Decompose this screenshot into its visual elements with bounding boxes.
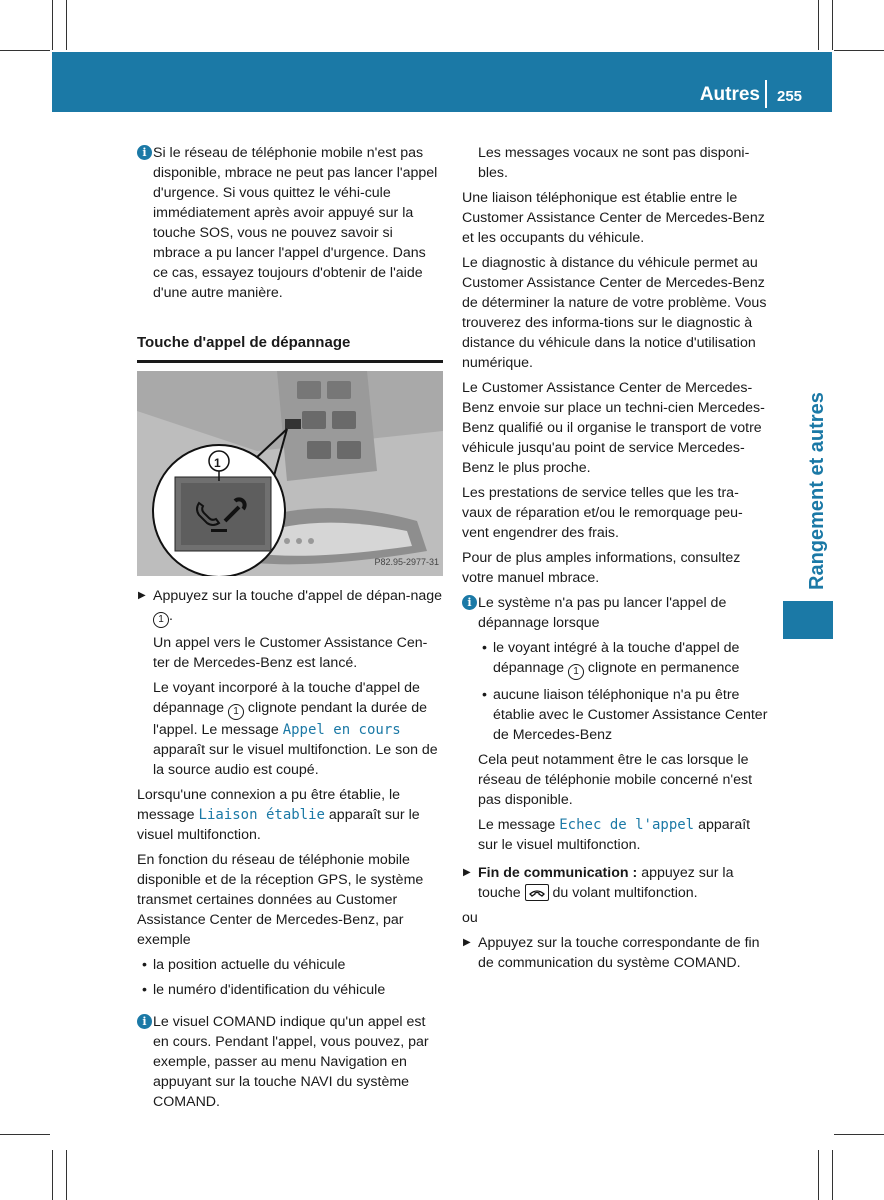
- instruction-step: [137, 586, 443, 628]
- paragraph: Les messages vocaux ne sont pas disponi-bles.: [478, 145, 750, 181]
- crop-mark: [832, 1150, 833, 1200]
- instruction-step: [462, 933, 768, 973]
- paragraph: Le diagnostic à distance du véhicule permet au Customer Assistance Center de Mercedes-Benz de déterminer la nature de votre problème. Vous trouverez des informa-tions sur le diagnostic à distance du véhicule dans la notice d'utilisation numérique.: [462, 255, 767, 371]
- info-icon: i: [462, 595, 477, 610]
- list-item-text: la position actuelle du véhicule: [153, 957, 346, 973]
- text-run: Le message: [478, 817, 556, 833]
- instruction-step: [462, 863, 768, 903]
- crop-mark: [52, 1150, 53, 1200]
- info-note: [462, 593, 768, 633]
- paragraph: Les prestations de service telles que les tra-vaux de réparation et/ou le remorquage peu-vent engendrer des frais.: [462, 485, 743, 541]
- paragraph: [462, 815, 768, 855]
- crop-mark: [0, 1134, 50, 1135]
- figure-code: P82.95-2977-31: [374, 557, 439, 567]
- info-note: [137, 1012, 443, 1112]
- info-icon: i: [137, 145, 152, 160]
- arrow-icon: ▶: [138, 590, 146, 601]
- bullet-icon: •: [142, 957, 147, 973]
- info-icon: i: [137, 1014, 152, 1029]
- crop-mark: [0, 50, 50, 51]
- text-run: apparaît sur le visuel multifonction.: [478, 817, 751, 853]
- callout-marker: 1: [153, 612, 169, 628]
- list-item: [462, 638, 768, 680]
- paragraph: Le Customer Assistance Center de Mercedes-Benz envoie sur place un techni-cien Mercedes-Benz qualifié ou il organise le transport de votre véhicule jusqu'au point de service Mercedes-Benz le plus proche.: [462, 380, 765, 476]
- list-item: [462, 685, 768, 745]
- bullet-icon: •: [482, 687, 487, 703]
- overhead-console-photo: [137, 371, 443, 576]
- text-run: clignote pendant la durée de l'appel. Le message: [153, 700, 427, 738]
- list-item: [137, 955, 443, 975]
- crop-mark: [52, 0, 53, 50]
- text-run: Le voyant incorporé à la touche d'appel de dépannage: [153, 680, 420, 716]
- chapter-tab-label: Rangement et autres: [806, 392, 828, 590]
- bullet-icon: •: [482, 640, 487, 656]
- bullet-icon: •: [142, 982, 147, 998]
- step-text: appuyez sur la touche: [478, 865, 734, 901]
- paragraph: Cela peut notamment être le cas lorsque le réseau de téléphonie mobile concerné n'est pas disponible.: [478, 752, 753, 808]
- display-message: Echec de l'appel: [559, 817, 695, 833]
- arrow-icon: ▶: [463, 937, 471, 948]
- header-divider: [765, 80, 767, 108]
- paragraph: En fonction du réseau de téléphonie mobile disponible et de la réception GPS, le système transmet certaines données au Customer Assistance Center de Mercedes-Benz, par exemple: [137, 852, 424, 948]
- paragraph: [137, 785, 443, 845]
- crop-mark: [834, 50, 884, 51]
- breakdown-button-illustration: [137, 371, 443, 576]
- list-item-text: clignote en permanence: [587, 660, 740, 676]
- section-heading: Touche d'appel de dépannage: [137, 333, 443, 363]
- chapter-tab-marker: [783, 601, 833, 639]
- display-message: Appel en cours: [282, 722, 401, 738]
- crop-mark: [832, 0, 833, 50]
- list-item-text: le numéro d'identification du véhicule: [153, 982, 386, 998]
- callout-marker: 1: [228, 704, 244, 720]
- step-text: Appuyez sur la touche d'appel de dépan-nage: [153, 588, 443, 604]
- text-run: apparaît sur le visuel multifonction. Le son de la source audio est coupé.: [153, 742, 438, 778]
- text-run: apparaît sur le visuel multifonction.: [137, 807, 420, 843]
- hang-up-key-icon: [525, 884, 549, 901]
- callout-marker: 1: [568, 664, 584, 680]
- list-item-text: le voyant intégré à la touche d'appel de dépannage: [493, 640, 740, 676]
- left-column: [137, 143, 443, 1122]
- crop-mark: [818, 1150, 819, 1200]
- paragraph: Un appel vers le Customer Assistance Cen-ter de Mercedes-Benz est lancé.: [153, 635, 428, 671]
- paragraph: ou: [462, 910, 478, 926]
- step-text: du volant multifonction.: [552, 885, 698, 901]
- page-number: 255: [777, 88, 803, 105]
- step-text: Appuyez sur la touche correspondante de fin de communication du système COMAND.: [478, 935, 760, 971]
- crop-mark: [818, 0, 819, 50]
- paragraph: [137, 678, 443, 780]
- list-item-text: aucune liaison téléphonique n'a pu être établie avec le Customer Assistance Center de Mercedes-Benz: [493, 687, 768, 743]
- right-column: [462, 143, 768, 978]
- paragraph: Une liaison téléphonique est établie entre le Customer Assistance Center de Mercedes-Benz et les occupants du véhicule.: [462, 190, 765, 246]
- step-punct: .: [169, 608, 173, 624]
- step-label: Fin de communication :: [478, 865, 638, 881]
- section-title: Autres: [699, 84, 760, 105]
- crop-mark: [66, 0, 67, 50]
- crop-mark: [834, 1134, 884, 1135]
- crop-mark: [66, 1150, 67, 1200]
- text-run: Lorsqu'une connexion a pu être établie, le message: [137, 787, 401, 823]
- display-message: Liaison établie: [198, 807, 325, 823]
- arrow-icon: ▶: [463, 867, 471, 878]
- info-text: Le système n'a pas pu lancer l'appel de dépannage lorsque: [478, 595, 727, 631]
- paragraph: Pour de plus amples informations, consultez votre manuel mbrace.: [462, 550, 741, 586]
- figure-callout-number: 1: [214, 456, 221, 470]
- list-item: [137, 980, 443, 1000]
- info-text: Le visuel COMAND indique qu'un appel est en cours. Pendant l'appel, vous pouvez, par exemple, passer au menu Navigation en appuyant sur la touche NAVI du système COMAND.: [153, 1014, 429, 1110]
- info-text: Si le réseau de téléphonie mobile n'est pas disponible, mbrace ne peut pas lancer l'appel d'urgence. Si vous quittez le véhi-cule immédiatement après avoir appuyé sur la touche SOS, vous ne pouvez savoir si mbrace a pu lancer l'appel d'urgence. Dans ce cas, essayez toujours d'obtenir de l'aide d'une autre manière.: [153, 145, 438, 301]
- info-note: [137, 143, 443, 303]
